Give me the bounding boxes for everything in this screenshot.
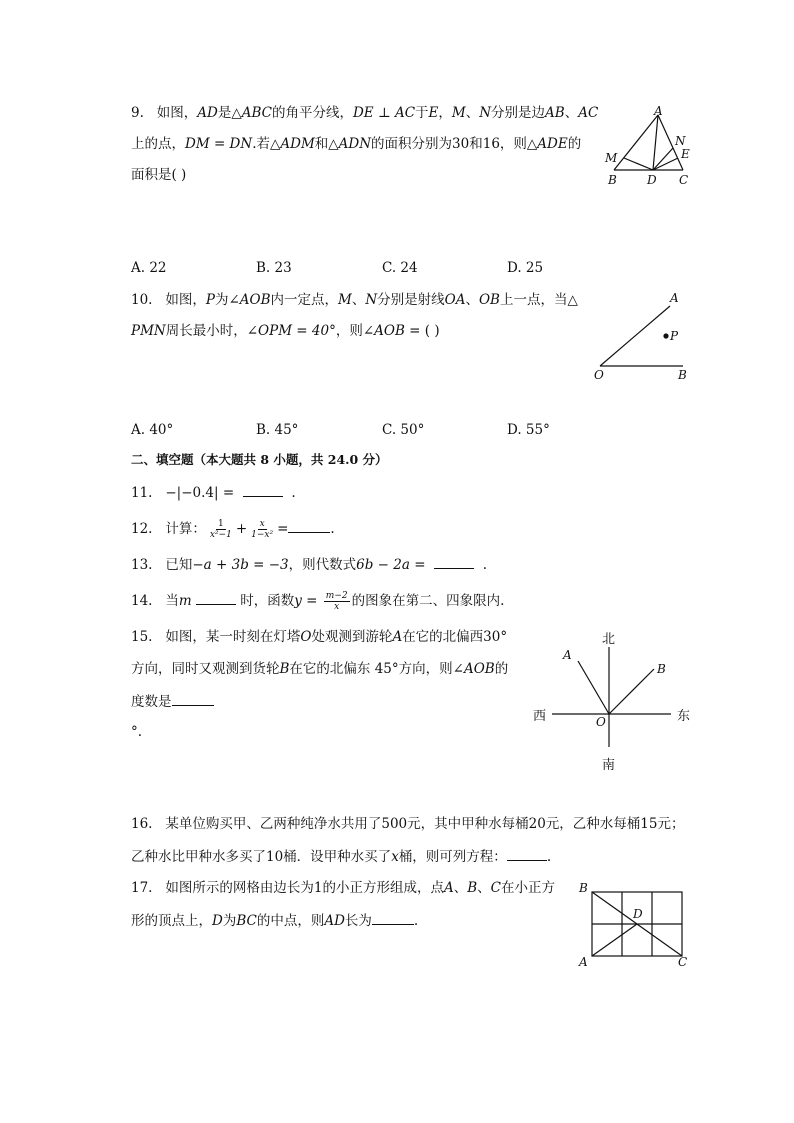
q14-answer-blank[interactable] — [196, 590, 236, 605]
q13-answer-blank[interactable] — [434, 554, 474, 569]
q10-angle-figure — [588, 288, 698, 383]
q15-label-a: A — [563, 648, 572, 662]
q15-ray-oa — [578, 661, 609, 714]
q13-line: 13. 已知−a + 3b = −3，则代数式6b − 2a = . — [131, 554, 487, 575]
q11-answer-blank[interactable] — [243, 482, 283, 497]
q15-label-north: 北 — [602, 632, 616, 647]
q12-answer-blank[interactable] — [288, 518, 330, 533]
q9-label-c: C — [679, 173, 689, 187]
q9-segment-dm — [624, 158, 653, 170]
q9-side-ab — [614, 115, 658, 170]
q9-label-a: A — [654, 104, 663, 118]
q9-label-e: E — [681, 147, 690, 161]
q9-label-b: B — [608, 173, 617, 187]
q15-label-b: B — [657, 662, 666, 676]
q16-line-2: 乙种水比甲种水多买了10桶．设甲种水买了x桶，则可列方程： . — [131, 846, 551, 867]
q15-label-o: O — [596, 715, 606, 729]
section-fill-in-heading: 二、填空题（本大题共 8 小题，共 24.0 分） — [131, 452, 388, 467]
q9-option-c[interactable]: C. 24 — [382, 260, 418, 276]
q9-line-1: 9. 如图，AD是△ABC的角平分线，DE ⊥ AC于E，M、N分别是边AB、AC — [131, 105, 599, 121]
q9-segment-de — [653, 158, 678, 170]
q16-line-1: 16. 某单位购买甲、乙两种纯净水共用了500元，其中甲种水每桶20元，乙种水每桶15元； — [131, 816, 685, 832]
q17-answer-blank[interactable] — [372, 910, 414, 925]
q9-segment-dn — [653, 148, 673, 170]
q14-line: 14. 当m 时，函数y = $\frac{m-2}{x}$ 的图象在第二、四象限内. — [131, 591, 505, 612]
q15-label-east: 东 — [677, 709, 691, 724]
q10-option-c[interactable]: C. 50° — [382, 422, 425, 438]
q10-label-p: P — [670, 329, 679, 343]
q15-answer-blank[interactable] — [172, 691, 214, 706]
q17-grid-figure — [574, 878, 694, 970]
q9-option-a[interactable]: A. 22 — [131, 260, 167, 276]
q17-label-d: D — [633, 907, 643, 921]
q17-segment-ad — [592, 924, 637, 956]
q12-line: 12. 计算： $\frac{1}{\text{x²−1}}$ + $\frac{x}{\text{1−x²}}$ = . — [131, 519, 335, 540]
q15-compass-figure — [525, 625, 700, 775]
q10-line-2: PMN周长最小时，∠OPM = 40°，则∠AOB = ( ) — [131, 323, 440, 339]
q9-label-d: D — [647, 173, 657, 187]
q10-option-a[interactable]: A. 40° — [131, 422, 174, 438]
q15-label-west: 西 — [533, 709, 547, 724]
q10-option-b[interactable]: B. 45° — [256, 422, 299, 438]
q17-label-a: A — [579, 955, 588, 969]
q12-fraction-2: $\frac{x}{\text{1−x²}}$ — [251, 519, 274, 540]
q9-label-m: M — [605, 151, 618, 165]
q12-fraction-1: $\frac{1}{\text{x²−1}}$ — [209, 519, 232, 540]
q14-fraction: $\frac{m-2}{x}$ — [325, 591, 348, 612]
q15-line-4: °. — [131, 724, 143, 740]
q15-line-3: 度数是 — [131, 691, 214, 712]
q17-label-b: B — [579, 881, 588, 895]
q9-option-b[interactable]: B. 23 — [256, 260, 292, 276]
q10-label-a: A — [670, 291, 679, 305]
q10-ray-oa — [600, 306, 670, 366]
q9-label-n: N — [675, 134, 686, 148]
q15-line-1: 15. 如图，某一时刻在灯塔O处观测到游轮A在它的北偏西30° — [131, 629, 508, 645]
q17-label-c: C — [678, 955, 688, 969]
q10-label-o: O — [594, 368, 604, 382]
q17-line-2: 形的顶点上，D为BC的中点，则AD长为 . — [131, 910, 418, 931]
q10-line-1: 10. 如图，P为∠AOB内一定点，M、N分别是射线OA、OB上一点，当△ — [131, 292, 578, 308]
q9-triangle-figure — [598, 103, 698, 188]
q17-line-1: 17. 如图所示的网格由边长为1的小正方形组成，点A、B、C在小正方 — [131, 880, 555, 896]
q10-point-p — [663, 333, 668, 338]
q9-line-2: 上的点，DM = DN.若△ADM和△ADN的面积分别为30和16，则△ADE的 — [131, 136, 582, 152]
q9-option-d[interactable]: D. 25 — [507, 260, 544, 276]
q15-label-south: 南 — [602, 758, 616, 773]
q15-line-2: 方向，同时又观测到货轮B在它的北偏东 45°方向，则∠AOB的 — [131, 661, 509, 677]
q10-label-b: B — [678, 368, 687, 382]
q10-option-d[interactable]: D. 55° — [507, 422, 550, 438]
q16-answer-blank[interactable] — [507, 846, 547, 861]
q15-ray-ob — [609, 669, 654, 714]
q9-bisector-ad — [653, 115, 658, 170]
q11-line: 11. −|−0.4| = . — [131, 482, 296, 503]
q9-line-3: 面积是( ) — [131, 167, 187, 183]
